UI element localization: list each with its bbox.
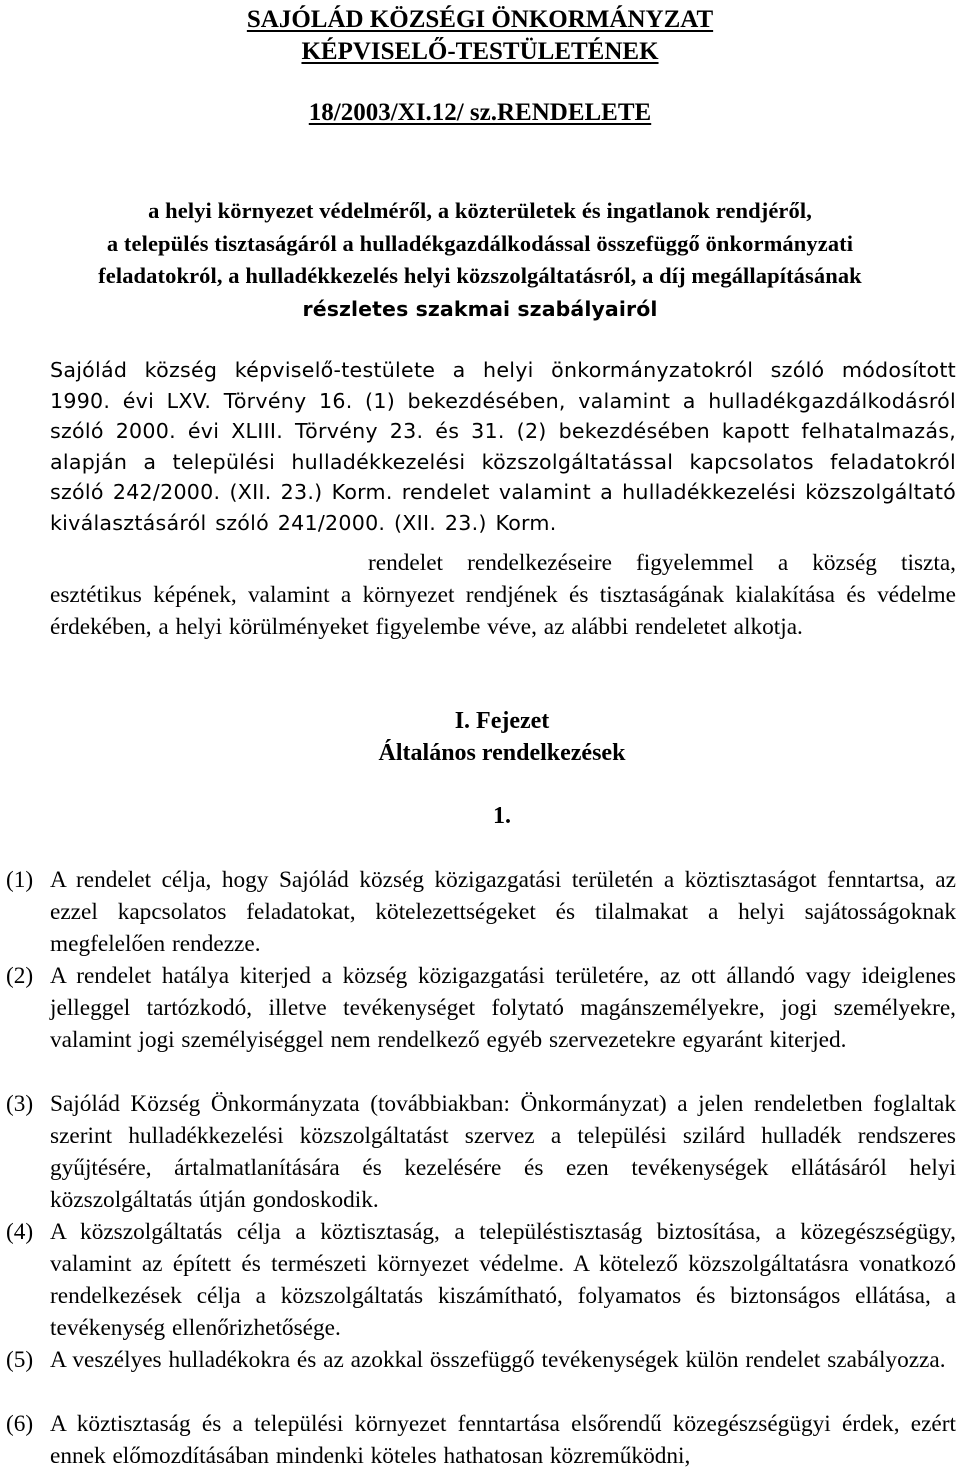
chapter-title: Általános rendelkezések xyxy=(378,740,626,766)
paragraph-text: A rendelet célja, hogy Sajólád község közigazgatási területén a köztisztaságot fenntartsa, az ezzel kapcsolatos feladatokat, kötelezettségeket és tilalmakat a helyi sajátosságoknak megfelelően rendezze. xyxy=(50,867,956,958)
paragraph-number: (6) xyxy=(6,1411,34,1437)
title-line-2: a település tisztaságáról a hulladékgazdálkodással összefüggő önkormányzati xyxy=(106,231,854,256)
paragraph-text: A veszélyes hulladékokra és az azokkal összefüggő tevékenységek külön rendelet szabályozza. xyxy=(50,1347,946,1373)
header-line-2: KÉPVISELŐ-TESTÜLETÉNEK xyxy=(301,38,659,65)
paragraph-2 xyxy=(0,960,956,1056)
section-number: 1. xyxy=(493,803,511,829)
paragraph-number: (3) xyxy=(6,1091,34,1117)
paragraph-text: Sajólád Község Önkormányzata (továbbiakban: Önkormányzat) a jelen rendeletben foglaltak szerint hulladékkezelési közszolgáltatást szervez a települési szilárd hulladék rendszeres gyűjtésére, ártalmatlanítására és kezelésére és ezen tevékenységek ellátásáról helyi közszolgáltatás útján gondoskodik. xyxy=(50,1091,956,1214)
preamble-serif-part: rendelet rendelkezéseire figyelemmel a község tiszta, esztétikus képének, valamint a környezet rendjének és tisztaságának kialakítása és védelme érdekében, a helyi körülményeket figyelembe véve, az alábbi rendeletet alkotja. xyxy=(50,550,956,641)
paragraph-text: A köztisztaság és a települési környezet fenntartása elsőrendű közegészségügyi érdek, ezért ennek előmozdításában mindenki köteles hathatosan közreműködni, xyxy=(50,1411,956,1470)
paragraph-number: (4) xyxy=(6,1219,34,1245)
paragraph-number: (2) xyxy=(6,963,34,989)
paragraph-number: (5) xyxy=(6,1347,34,1373)
preamble-sans-part: Sajólád község képviselő-testülete a helyi önkormányzatokról szóló módosított 1990. évi LXV. Törvény 16. (1) bekezdésében, valamint a hulladékgazdálkodásról szóló 2000. évi XLIII. Törvény 23. és 31. (2) bekezdésében kapott felhatalmazás, alapján a települési hulladékkezelési közszolgáltatással kapcsolatos feladatokról szóló 242/2000. (XII. 23.) Korm. rendelet valamint a hulladékkezelési közszolgáltató kiválasztásáról szóló 241/2000. (XII. 23.) Korm. xyxy=(50,358,956,535)
title-line-1: a helyi környezet védelméről, a közterületek és ingatlanok rendjéről, xyxy=(148,198,812,223)
paragraph-3 xyxy=(0,1088,956,1216)
paragraph-text: A közszolgáltatás célja a köztisztaság, a településtisztaság biztosítása, a közegészségügy, valamint az épített és természeti környezet védelme. A kötelező közszolgáltatásra vonatkozó rendelkezések célja a közszolgáltatás kiszámítható, folyamatos és biztonságos ellátása, a tevékenység ellenőrizhetősége. xyxy=(50,1219,956,1342)
title-line-3: feladatokról, a hulladékkezelés helyi közszolgáltatásról, a díj megállapításának xyxy=(98,263,862,288)
paragraph-number: (1) xyxy=(6,867,34,893)
paragraph-text: A rendelet hatálya kiterjed a község közigazgatási területére, az ott állandó vagy ideiglenes jelleggel tartózkodó, illetve tevékenységet folytató magánszemélyekre, jogi személyekre, valamint jogi személyiséggel nem rendelkező egyéb szervezetekre egyaránt kiterjed. xyxy=(50,963,956,1054)
paragraph-6 xyxy=(0,1408,956,1472)
paragraph-4 xyxy=(0,1216,956,1344)
chapter-number: I. Fejezet xyxy=(454,708,550,734)
header-line-1: SAJÓLÁD KÖZSÉGI ÖNKORMÁNYZAT xyxy=(246,6,714,33)
paragraph-1 xyxy=(0,864,956,960)
paragraph-5 xyxy=(0,1344,956,1376)
header-line-3: 18/2003/XI.12/ sz.RENDELETE xyxy=(308,99,652,126)
title-line-4: részletes szakmai szabályairól xyxy=(302,297,658,321)
